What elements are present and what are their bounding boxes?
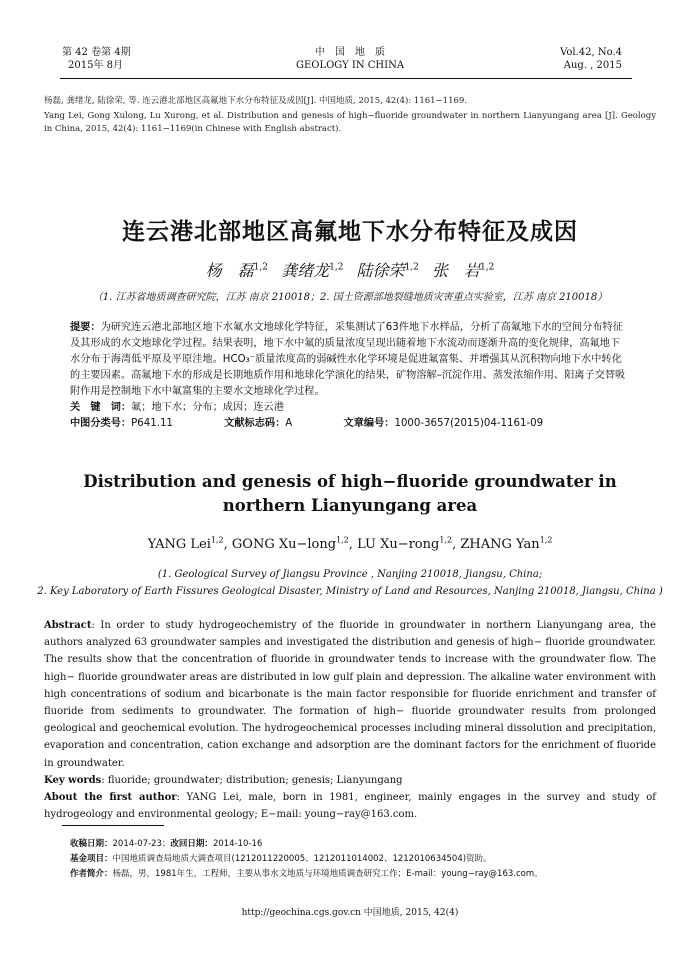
abstract-en-label: Abstract: [44, 620, 92, 631]
page-footer: http://geochina.cgs.gov.cn 中国地质, 2015, 42(4): [241, 908, 459, 918]
journal-name-zh: 中 国 地 质: [315, 47, 385, 58]
keywords-en: [44, 772, 656, 789]
citation-block: [44, 95, 656, 136]
author-en-3: LU Xu−rong$^{1,2}$,: [357, 536, 461, 553]
author-zh-2: 龚绪龙$^{1,2}$: [281, 261, 344, 280]
header-rule: [60, 78, 632, 79]
classification-row: [70, 416, 630, 432]
author-zh-1: 杨 磊$^{1,2}$: [205, 261, 269, 280]
abstract-zh: [70, 320, 630, 432]
keywords-en-label: Key words: [44, 774, 102, 786]
keywords-zh-text: 氟；地下水；分布；成因；连云港: [131, 402, 284, 413]
footnote-fund: 基金项目：中国地质调查局地质大调查项目(1212011220005、1212011014002、1212010634504)资助。: [70, 854, 492, 864]
journal-volume-info-en: [560, 46, 622, 72]
author-en-4: ZHANG Yan$^{1,2}$: [460, 536, 553, 553]
date-en: Aug. , 2015: [563, 60, 622, 71]
authors-zh: [0, 258, 700, 281]
abstract-en: [44, 617, 656, 823]
citation-en: Yang Lei, Gong Xulong, Lu Xurong, et al. Distribution and genesis of high−fluoride groundwater in northern Lianyungang area [J]. Geology in China, 2015, 42(4): 1161−1169(in Chinese with English abstract).: [44, 111, 656, 134]
author-en-2: GONG Xu−long$^{1,2}$,: [231, 536, 358, 553]
author-en-1: YANG Lei$^{1,2}$,: [147, 536, 232, 553]
page-title-zh: 连云港北部地区高氟地下水分布特征及成因: [122, 219, 578, 245]
affiliation-en: [0, 566, 700, 600]
author-zh-4: 张 岩$^{1,2}$: [431, 261, 495, 280]
abstract-zh-label: 提要：: [70, 322, 101, 333]
footnote-author: 作者简介：杨磊，男，1981年生，工程师，主要从事水文地质与环境地质调查研究工作；E-mail：young−ray@163.com。: [70, 869, 543, 879]
abstract-zh-text: 为研究连云港北部地区地下水氟水文地球化学特征，采集测试了63件地下水样品，分析了高氟地下水的空间分布特征及其形成的水文地球化学过程。结果表明，地下水中氟的质量浓度呈现出随着地下水流动而逐渐升高的变化规律，高氟地下水分布于海湾低平原及平原洼地。HCO₃⁻质量浓度高的弱碱性水化学环境是促进氟富集、并增强其从沉积物向地下水中转化的主要因素。高氟地下水的形成是长期地质作用和地球化学演化的结果，矿物溶解–沉淀作用、蒸发浓缩作用、阳离子交替吸附作用是控制地下水中氟富集的主要水文地球化学过程。: [70, 322, 626, 397]
volume-issue-zh: 第 42 卷第 4期: [62, 47, 131, 58]
authors-en: [0, 536, 700, 552]
keywords-zh: [70, 400, 630, 416]
about-author: [44, 789, 656, 823]
abstract-en-text: : In order to study hydrogeochemistry of the fluoride in groundwater in northern Lianyungang area, the authors analyzed 63 groundwater samples and investigated the distribution and genesis of high− fluoride groundwater. The results show that the concentration of fluoride in groundwater tends to increase with the groundwater flow. The high− fluoride groundwater areas are distributed in low gulf plain and depression. The alkaline water environment with high concentrations of sodium and bicarbonate is the main factor responsible for fluoride enrichment and transfer of fluoride from sediments to groundwater. The formation of high− fluoride groundwater results from prolonged geological and geochemical evolution. The hydrogeochemical processes including mineral dissolution and precipitation, evaporation and concentration, cation exchange and adsorption are the dominant factors for the enrichment of fluoride in groundwater.: [44, 620, 656, 769]
about-author-label: About the first author: [44, 792, 177, 804]
keywords-en-text: : fluoride; groundwater; distribution; genesis; Lianyungang: [101, 774, 403, 786]
footnote-rule: [62, 825, 164, 826]
date-zh: 2015年 8月: [68, 60, 123, 71]
page-title-en: Distribution and genesis of high−fluoride groundwater in northern Lianyungang area: [83, 472, 617, 515]
keywords-zh-label: 关 键 词：: [70, 402, 132, 413]
volume-issue-en: Vol.42, No.4: [560, 47, 622, 58]
document-code: 文献标志码：A: [224, 418, 293, 429]
citation-zh: 杨磊, 龚绪龙, 陆徐荣, 等. 连云港北部地区高氟地下水分布特征及成因[J]. 中国地质, 2015, 42(4): 1161−1169.: [44, 96, 468, 106]
affiliation-en-1: (1. Geological Survey of Jiangsu Province , Nanjing 210018, Jiangsu, China;: [157, 569, 543, 580]
clc-number: 中图分类号：P641.11: [70, 418, 173, 429]
footnotes: [70, 837, 650, 882]
affiliation-en-2: 2. Key Laboratory of Earth Fissures Geological Disaster, Ministry of Land and Resources, Nanjing 210018, Jiangsu, China ): [37, 586, 663, 597]
author-zh-3: 陆徐荣$^{1,2}$: [356, 261, 419, 280]
footnote-dates: 收稿日期：2014-07-23；改回日期：2014-10-16: [70, 839, 263, 849]
affiliation-zh: （1. 江苏省地质调查研究院，江苏 南京 210018；2. 国土资源部地裂缝地质灾害重点实验室，江苏 南京 210018）: [92, 292, 608, 303]
journal-name-en: GEOLOGY IN CHINA: [295, 60, 405, 71]
abstract-en-para: [44, 617, 656, 772]
article-number: 文章编号：1000-3657(2015)04-1161-09: [343, 418, 544, 429]
about-author-text: : YANG Lei, male, born in 1981, engineer, mainly engages in the survey and study of hydrogeology and environmental geology; E−mail: young−ray@163.com.: [44, 792, 657, 821]
